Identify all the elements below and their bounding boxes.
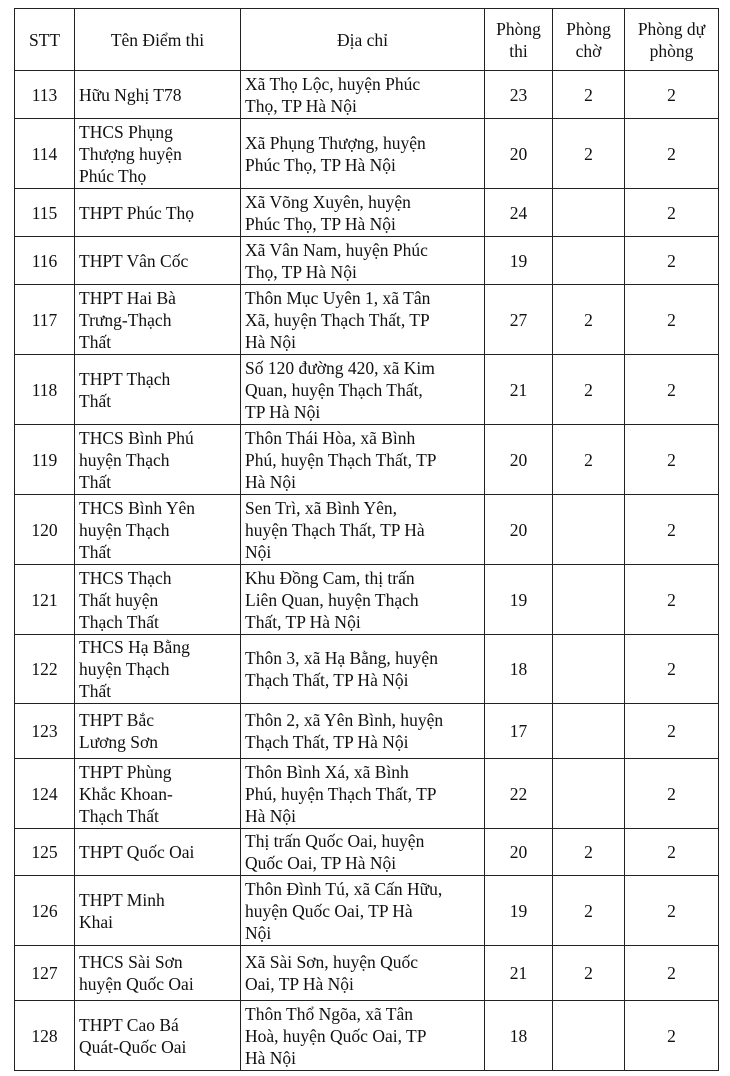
cell-site-name: THPT Vân Cốc xyxy=(75,237,241,285)
table-row xyxy=(15,704,719,759)
cell-address: Thôn 3, xã Hạ Bằng, huyện Thạch Thất, TP Hà Nội xyxy=(241,635,485,704)
header-stt: STT xyxy=(15,9,75,71)
cell-stt: 128 xyxy=(15,1001,75,1071)
exam-sites-table xyxy=(14,8,719,1071)
cell-reserve-rooms: 2 xyxy=(625,946,719,1001)
cell-site-name: THPT Thạch Thất xyxy=(75,355,241,425)
cell-reserve-rooms: 2 xyxy=(625,237,719,285)
cell-rooms: 20 xyxy=(485,119,553,189)
cell-stt: 114 xyxy=(15,119,75,189)
cell-rooms: 20 xyxy=(485,425,553,495)
cell-rooms: 19 xyxy=(485,565,553,635)
cell-rooms: 24 xyxy=(485,189,553,237)
cell-reserve-rooms: 2 xyxy=(625,635,719,704)
table-row xyxy=(15,1001,719,1071)
cell-waiting-rooms xyxy=(553,495,625,565)
cell-site-name: THCS Hạ Bằng huyện Thạch Thất xyxy=(75,635,241,704)
cell-stt: 123 xyxy=(15,704,75,759)
cell-address: Số 120 đường 420, xã Kim Quan, huyện Thạch Thất, TP Hà Nội xyxy=(241,355,485,425)
cell-address: Thôn Đình Tú, xã Cấn Hữu, huyện Quốc Oai, TP Hà Nội xyxy=(241,876,485,946)
cell-site-name: THPT Quốc Oai xyxy=(75,829,241,876)
table-row xyxy=(15,759,719,829)
cell-stt: 119 xyxy=(15,425,75,495)
cell-site-name: THPT Hai Bà Trưng-Thạch Thất xyxy=(75,285,241,355)
table-row xyxy=(15,119,719,189)
cell-reserve-rooms: 2 xyxy=(625,829,719,876)
cell-waiting-rooms xyxy=(553,635,625,704)
cell-site-name: Hữu Nghị T78 xyxy=(75,71,241,119)
cell-stt: 122 xyxy=(15,635,75,704)
table-row xyxy=(15,635,719,704)
cell-address: Xã Phụng Thượng, huyện Phúc Thọ, TP Hà Nội xyxy=(241,119,485,189)
table-row xyxy=(15,946,719,1001)
cell-rooms: 18 xyxy=(485,635,553,704)
table-row xyxy=(15,285,719,355)
cell-address: Thôn 2, xã Yên Bình, huyện Thạch Thất, TP Hà Nội xyxy=(241,704,485,759)
cell-reserve-rooms: 2 xyxy=(625,425,719,495)
cell-rooms: 20 xyxy=(485,829,553,876)
cell-reserve-rooms: 2 xyxy=(625,759,719,829)
cell-address: Sen Trì, xã Bình Yên, huyện Thạch Thất, TP Hà Nội xyxy=(241,495,485,565)
table-row xyxy=(15,565,719,635)
cell-rooms: 17 xyxy=(485,704,553,759)
cell-site-name: THPT Minh Khai xyxy=(75,876,241,946)
header-row xyxy=(15,9,719,71)
cell-stt: 116 xyxy=(15,237,75,285)
cell-rooms: 20 xyxy=(485,495,553,565)
cell-reserve-rooms: 2 xyxy=(625,189,719,237)
table-row xyxy=(15,876,719,946)
cell-reserve-rooms: 2 xyxy=(625,119,719,189)
cell-waiting-rooms xyxy=(553,189,625,237)
table-row xyxy=(15,355,719,425)
cell-stt: 124 xyxy=(15,759,75,829)
cell-waiting-rooms: 2 xyxy=(553,829,625,876)
cell-rooms: 27 xyxy=(485,285,553,355)
cell-waiting-rooms xyxy=(553,237,625,285)
cell-stt: 127 xyxy=(15,946,75,1001)
cell-site-name: THCS Bình Phú huyện Thạch Thất xyxy=(75,425,241,495)
cell-rooms: 18 xyxy=(485,1001,553,1071)
cell-rooms: 21 xyxy=(485,946,553,1001)
header-rooms: Phòng thi xyxy=(485,9,553,71)
cell-reserve-rooms: 2 xyxy=(625,285,719,355)
cell-waiting-rooms: 2 xyxy=(553,355,625,425)
cell-site-name: THCS Sài Sơn huyện Quốc Oai xyxy=(75,946,241,1001)
cell-rooms: 21 xyxy=(485,355,553,425)
cell-waiting-rooms: 2 xyxy=(553,285,625,355)
cell-waiting-rooms: 2 xyxy=(553,876,625,946)
cell-site-name: THPT Cao Bá Quát-Quốc Oai xyxy=(75,1001,241,1071)
cell-waiting-rooms xyxy=(553,1001,625,1071)
cell-stt: 113 xyxy=(15,71,75,119)
table-row xyxy=(15,71,719,119)
cell-reserve-rooms: 2 xyxy=(625,704,719,759)
cell-waiting-rooms xyxy=(553,565,625,635)
cell-rooms: 19 xyxy=(485,876,553,946)
cell-reserve-rooms: 2 xyxy=(625,1001,719,1071)
cell-waiting-rooms: 2 xyxy=(553,425,625,495)
header-waiting: Phòng chờ xyxy=(553,9,625,71)
cell-site-name: THCS Thạch Thất huyện Thạch Thất xyxy=(75,565,241,635)
cell-site-name: THCS Bình Yên huyện Thạch Thất xyxy=(75,495,241,565)
cell-site-name: THPT Phúc Thọ xyxy=(75,189,241,237)
cell-address: Thôn Thổ Ngõa, xã Tân Hoà, huyện Quốc Oai, TP Hà Nội xyxy=(241,1001,485,1071)
cell-stt: 125 xyxy=(15,829,75,876)
cell-rooms: 23 xyxy=(485,71,553,119)
cell-site-name: THPT Phùng Khắc Khoan- Thạch Thất xyxy=(75,759,241,829)
cell-address: Thôn Bình Xá, xã Bình Phú, huyện Thạch Thất, TP Hà Nội xyxy=(241,759,485,829)
cell-waiting-rooms: 2 xyxy=(553,71,625,119)
table-row xyxy=(15,495,719,565)
cell-reserve-rooms: 2 xyxy=(625,495,719,565)
cell-site-name: THPT Bắc Lương Sơn xyxy=(75,704,241,759)
cell-waiting-rooms: 2 xyxy=(553,946,625,1001)
cell-rooms: 19 xyxy=(485,237,553,285)
cell-reserve-rooms: 2 xyxy=(625,876,719,946)
cell-address: Thị trấn Quốc Oai, huyện Quốc Oai, TP Hà Nội xyxy=(241,829,485,876)
cell-address: Khu Đồng Cam, thị trấn Liên Quan, huyện Thạch Thất, TP Hà Nội xyxy=(241,565,485,635)
cell-address: Xã Vân Nam, huyện Phúc Thọ, TP Hà Nội xyxy=(241,237,485,285)
header-reserve: Phòng dự phòng xyxy=(625,9,719,71)
cell-waiting-rooms: 2 xyxy=(553,119,625,189)
cell-address: Xã Võng Xuyên, huyện Phúc Thọ, TP Hà Nội xyxy=(241,189,485,237)
cell-site-name: THCS Phụng Thượng huyện Phúc Thọ xyxy=(75,119,241,189)
cell-rooms: 22 xyxy=(485,759,553,829)
header-name: Tên Điểm thi xyxy=(75,9,241,71)
cell-stt: 120 xyxy=(15,495,75,565)
cell-address: Thôn Thái Hòa, xã Bình Phú, huyện Thạch Thất, TP Hà Nội xyxy=(241,425,485,495)
cell-address: Xã Thọ Lộc, huyện Phúc Thọ, TP Hà Nội xyxy=(241,71,485,119)
cell-waiting-rooms xyxy=(553,704,625,759)
cell-address: Xã Sài Sơn, huyện Quốc Oai, TP Hà Nội xyxy=(241,946,485,1001)
table-row xyxy=(15,425,719,495)
cell-stt: 115 xyxy=(15,189,75,237)
cell-reserve-rooms: 2 xyxy=(625,71,719,119)
cell-stt: 118 xyxy=(15,355,75,425)
cell-stt: 117 xyxy=(15,285,75,355)
table-body xyxy=(15,71,719,1071)
cell-address: Thôn Mục Uyên 1, xã Tân Xã, huyện Thạch Thất, TP Hà Nội xyxy=(241,285,485,355)
table-row xyxy=(15,189,719,237)
cell-waiting-rooms xyxy=(553,759,625,829)
cell-reserve-rooms: 2 xyxy=(625,565,719,635)
header-address: Địa chỉ xyxy=(241,9,485,71)
cell-reserve-rooms: 2 xyxy=(625,355,719,425)
cell-stt: 126 xyxy=(15,876,75,946)
cell-stt: 121 xyxy=(15,565,75,635)
table-row xyxy=(15,237,719,285)
table-row xyxy=(15,829,719,876)
